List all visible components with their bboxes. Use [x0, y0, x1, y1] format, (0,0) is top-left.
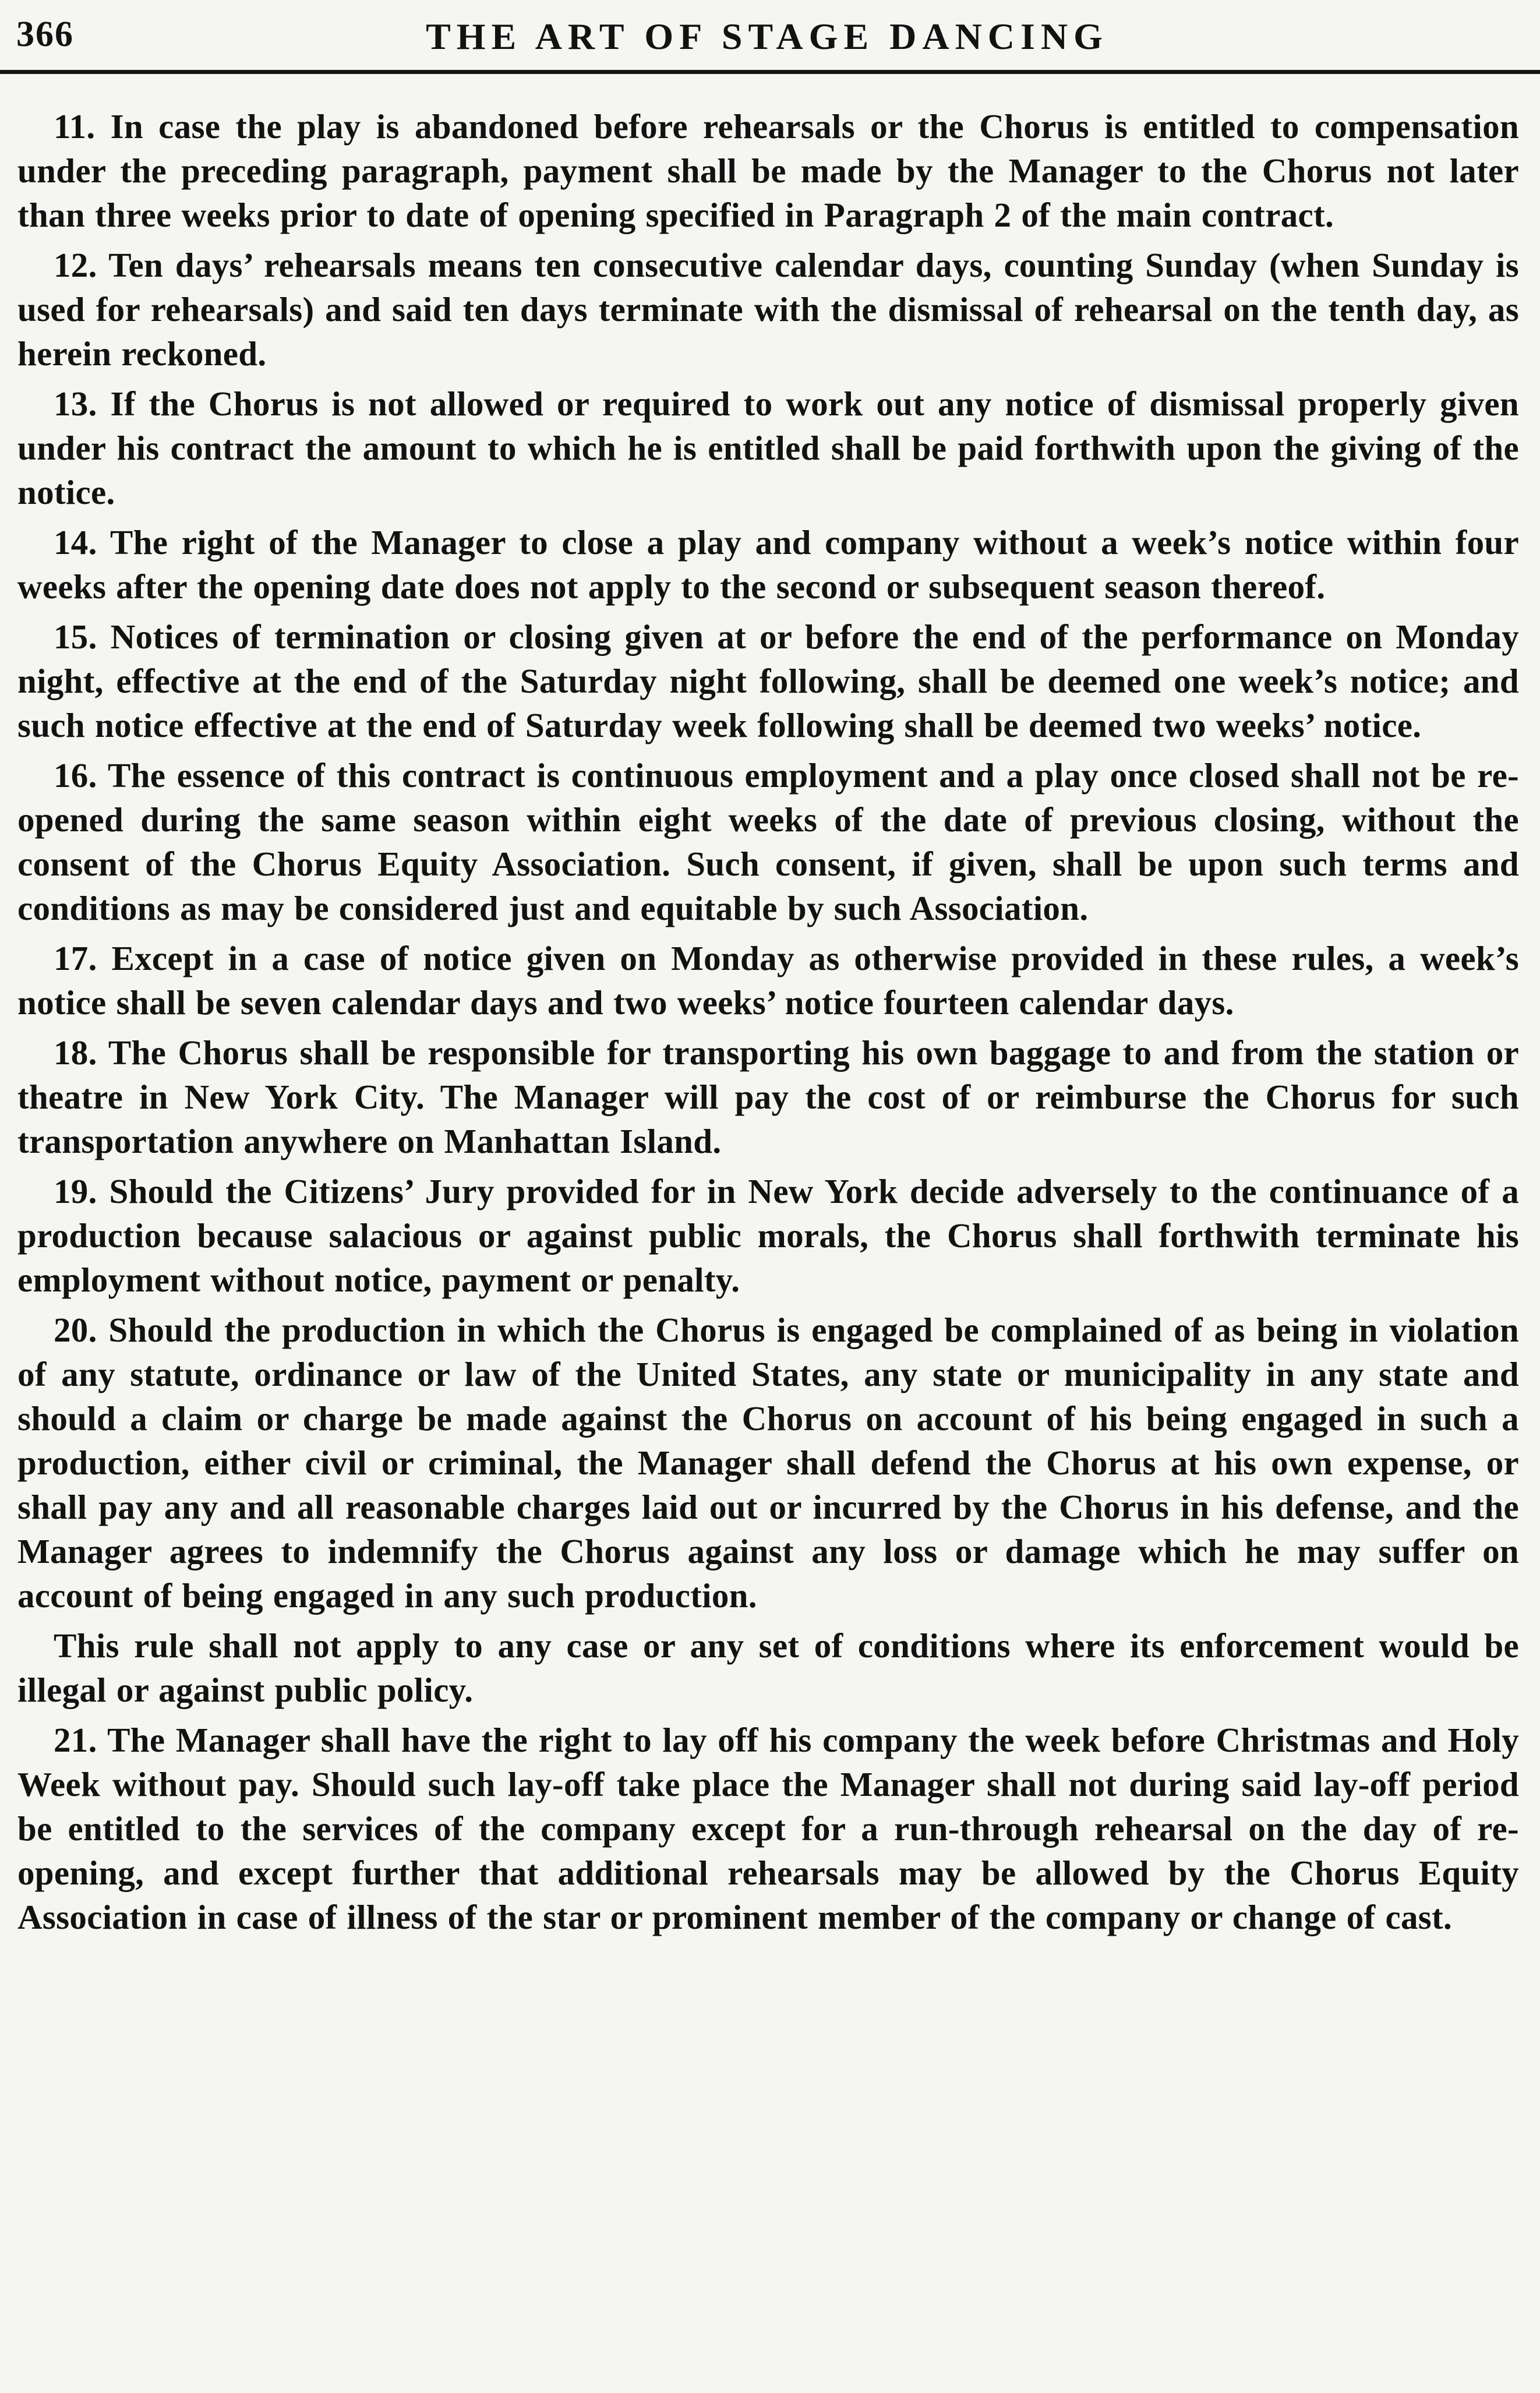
page-title: THE ART OF STAGE DANCING — [426, 16, 1108, 57]
paragraph-20-note: This rule shall not apply to any case or any set of conditions where its enforcement would be illegal or against public policy. — [17, 1626, 1519, 1709]
paragraph-11: 11. In case the play is abandoned before rehearsals or the Chorus is entitled to compensation under the preceding paragraph, payment shall be made by the Manager to the Chorus not later than three weeks prior to date of opening specified in Paragraph 2 of the main contract. — [17, 107, 1519, 234]
paragraph-15: 15. Notices of termination or closing given at or before the end of the performance on Monday night, effective at the end of the Saturday night following, shall be deemed one week’s notice; and such notice effective at the end of Saturday week following shall be deemed two weeks’ notice. — [17, 617, 1519, 744]
paragraph-14: 14. The right of the Manager to close a play and company without a week’s notice within four weeks after the opening date does not apply to the second or subsequent season thereof. — [17, 523, 1519, 606]
paragraph-20: 20. Should the production in which the Chorus is engaged be complained of as being in violation of any statute, ordinance or law of the United States, any state or municipality in any state and should a claim or charge be made against the Chorus on account of his being engaged in such a production, either civil or criminal, the Manager shall defend the Chorus at his own expense, or shall pay any and all reasonable charges laid out or incurred by the Chorus in his defense, and the Manager agrees to indemnify the Chorus against any loss or damage which he may suffer on account of being engaged in any such production. — [17, 1311, 1519, 1615]
page-header — [0, 0, 1540, 74]
paragraph-18: 18. The Chorus shall be responsible for transporting his own baggage to and from the station or theatre in New York City. The Manager will pay the cost of or reimburse the Chorus for such transportation anywhere on Manhattan Island. — [17, 1033, 1519, 1160]
paragraph-16: 16. The essence of this contract is continuous employment and a play once closed shall not be re-opened during the same season within eight weeks of the date of previous closing, without the consent of the Chorus Equity Association. Such consent, if given, shall be upon such terms and conditions as may be considered just and equitable by such Association. — [17, 756, 1519, 927]
page-number: 366 — [16, 15, 74, 54]
paragraph-17: 17. Except in a case of notice given on Monday as otherwise provided in these rules, a week’s notice shall be seven calendar days and two weeks’ notice fourteen calendar days. — [17, 939, 1519, 1022]
paragraph-13: 13. If the Chorus is not allowed or required to work out any notice of dismissal properly given under his contract the amount to which he is entitled shall be paid forthwith upon the giving of the notice. — [17, 384, 1519, 511]
page-body — [0, 74, 1540, 1963]
paragraph-21: 21. The Manager shall have the right to lay off his company the week before Christmas and Holy Week without pay. Should such lay-off take place the Manager shall not during said lay-off period be entitled to the services of the company except for a run-through rehearsal on the day of re-opening, and except further that additional rehearsals may be allowed by the Chorus Equity Association in case of illness of the star or prominent member of the company or change of cast. — [17, 1721, 1519, 1936]
paragraph-12: 12. Ten days’ rehearsals means ten consecutive calendar days, counting Sunday (when Sunday is used for rehearsals) and said ten days terminate with the dismissal of rehearsal on the tenth day, as herein reckoned. — [17, 246, 1519, 373]
paragraph-19: 19. Should the Citizens’ Jury provided for in New York decide adversely to the continuance of a production because salacious or against public morals, the Chorus shall forthwith terminate his employment without notice, payment or penalty. — [17, 1172, 1519, 1299]
